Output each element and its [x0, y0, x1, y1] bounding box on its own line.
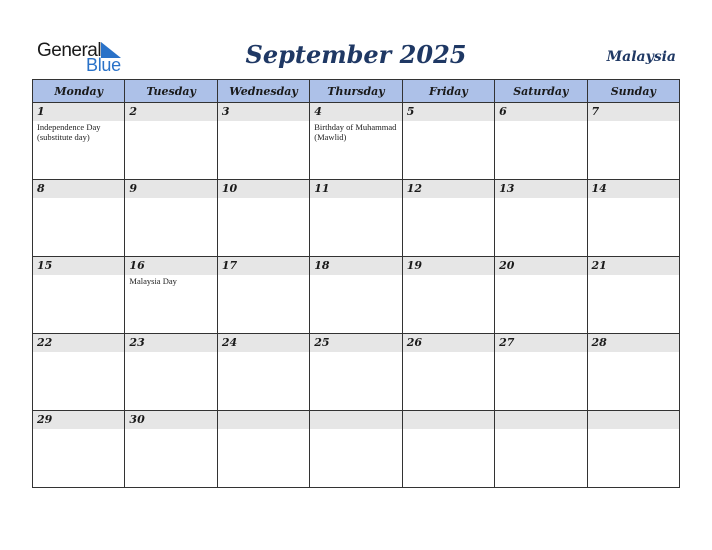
day-number: 19 — [403, 257, 494, 275]
day-cell — [310, 103, 402, 180]
day-cell — [587, 334, 679, 411]
day-number: 21 — [588, 257, 679, 275]
day-number: 28 — [588, 334, 679, 352]
day-cell — [402, 103, 494, 180]
day-number: 17 — [218, 257, 309, 275]
day-number: 18 — [310, 257, 401, 275]
day-cell — [125, 411, 217, 488]
day-number: 11 — [310, 180, 401, 198]
day-cell — [33, 257, 125, 334]
weekday-header: Wednesday — [217, 80, 309, 103]
day-number: 4 — [310, 103, 401, 121]
day-number: 27 — [495, 334, 586, 352]
day-number: 13 — [495, 180, 586, 198]
day-cell — [125, 103, 217, 180]
week-row — [33, 103, 680, 180]
day-number: 5 — [403, 103, 494, 121]
day-cell — [310, 180, 402, 257]
day-number: 29 — [33, 411, 124, 429]
country-label: Malaysia — [606, 49, 676, 65]
weekday-header: Tuesday — [125, 80, 217, 103]
day-cell — [495, 411, 587, 488]
day-cell — [587, 103, 679, 180]
day-number: 6 — [495, 103, 586, 121]
logo-general-text: General — [37, 40, 102, 61]
day-cell — [402, 257, 494, 334]
week-row — [33, 257, 680, 334]
day-cell — [217, 103, 309, 180]
day-cell — [495, 180, 587, 257]
day-number: 15 — [33, 257, 124, 275]
day-cell — [217, 257, 309, 334]
day-cell — [33, 334, 125, 411]
day-number: 10 — [218, 180, 309, 198]
day-cell — [495, 334, 587, 411]
weekday-header-row — [33, 80, 680, 103]
week-row — [33, 411, 680, 488]
day-number: 2 — [125, 103, 216, 121]
day-cell — [217, 334, 309, 411]
day-cell — [217, 180, 309, 257]
day-number: 22 — [33, 334, 124, 352]
day-cell — [33, 180, 125, 257]
day-number: 12 — [403, 180, 494, 198]
day-number: 9 — [125, 180, 216, 198]
calendar-grid — [32, 79, 680, 488]
day-cell — [33, 103, 125, 180]
holiday-event: Independence Day (substitute day) — [37, 122, 101, 142]
weekday-header: Thursday — [310, 80, 402, 103]
day-cell — [310, 257, 402, 334]
day-cell — [310, 411, 402, 488]
day-cell — [33, 411, 125, 488]
holiday-event: Malaysia Day — [129, 276, 177, 286]
day-cell — [495, 257, 587, 334]
day-number — [495, 411, 586, 429]
day-cell — [125, 180, 217, 257]
day-cell — [495, 103, 587, 180]
day-cell — [402, 334, 494, 411]
day-cell — [217, 411, 309, 488]
day-number: 7 — [588, 103, 679, 121]
weekday-header: Sunday — [587, 80, 679, 103]
day-number — [588, 411, 679, 429]
day-number: 1 — [33, 103, 124, 121]
day-cell — [125, 257, 217, 334]
day-cell — [587, 180, 679, 257]
day-cell — [587, 257, 679, 334]
day-number: 3 — [218, 103, 309, 121]
day-cell — [402, 411, 494, 488]
day-cell — [587, 411, 679, 488]
day-number — [218, 411, 309, 429]
day-number — [310, 411, 401, 429]
week-row — [33, 180, 680, 257]
day-number: 23 — [125, 334, 216, 352]
day-number: 16 — [125, 257, 216, 275]
page-title: September 2025 — [245, 40, 467, 69]
day-number: 8 — [33, 180, 124, 198]
weekday-header: Monday — [33, 80, 125, 103]
holiday-event: Birthday of Muhammad (Mawlid) — [314, 122, 397, 142]
day-cell — [402, 180, 494, 257]
weekday-header: Saturday — [495, 80, 587, 103]
day-number — [403, 411, 494, 429]
day-number: 24 — [218, 334, 309, 352]
weekday-header: Friday — [402, 80, 494, 103]
day-number: 30 — [125, 411, 216, 429]
week-row — [33, 334, 680, 411]
day-cell — [310, 334, 402, 411]
calendar-body — [33, 103, 680, 488]
day-number: 20 — [495, 257, 586, 275]
day-number: 26 — [403, 334, 494, 352]
day-cell — [125, 334, 217, 411]
day-number: 14 — [588, 180, 679, 198]
day-number: 25 — [310, 334, 401, 352]
logo-blue-text: Blue — [86, 55, 121, 75]
